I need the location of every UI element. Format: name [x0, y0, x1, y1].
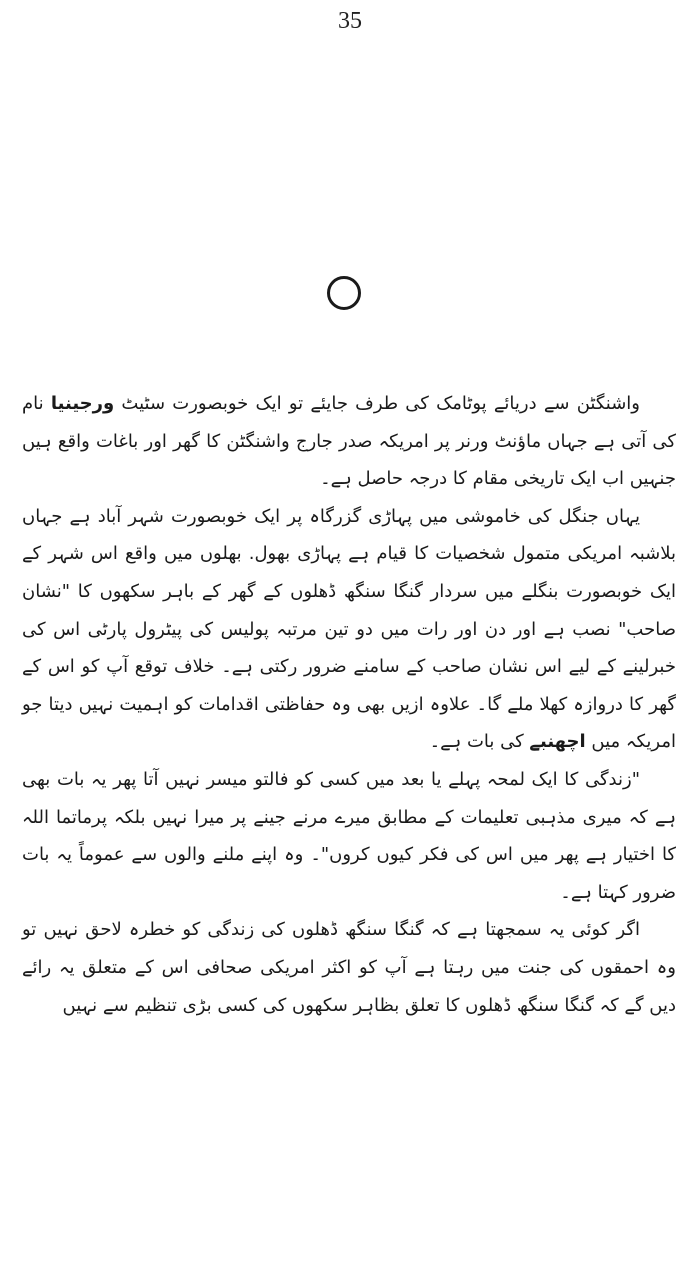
paragraph-text: یہاں جنگل کی خاموشی میں پہاڑی گزرگاہ پر ایک خوبصورت شہر آباد ہے جہاں بلاشبہ امریکی متمول شخصیات کا قیام ہے پہاڑی بھول. بھلوں میں واقع اس شہر کے ایک خوبصورت بنگلے میں سردار گنگا سنگھ ڈھلوں کے گھر کے باہر سکھوں کا "نشان صاحب" نصب ہے اور دن اور رات میں دو تین مرتبہ پولیس کی پیٹرول پارٹی اس کی خبرلینے کے لیے اس نشان صاحب کے سامنے ضرور رکتی ہے۔ خلاف توقع آپ کو اس کے گھر کا دروازہ کھلا ملے گا۔ علاوہ ازیں بھی وہ حفاظتی اقدامات کو اہمیت نہیں دیتا جو امریکہ میں	[22, 505, 676, 753]
paragraph	[22, 498, 676, 761]
paragraph-text: کی بات ہے۔	[429, 731, 530, 753]
page-number: 35	[338, 8, 362, 34]
section-break-circle-icon	[327, 276, 361, 310]
paragraph	[22, 911, 676, 1024]
paragraph	[22, 385, 676, 498]
paragraph-text: "زندگی کا ایک لمحہ پہلے یا بعد میں کسی کو فالتو میسر نہیں آتا پھر یہ بات بھی ہے کہ میری مذہبی تعلیمات کے مطابق میرے مرنے جینے پر میرا نہیں بلکہ پرماتما اللہ کا اختیار ہے پھر میں اس کی فکر کیوں کروں"۔ وہ اپنے ملنے والوں سے عموماً یہ بات ضرور کہتا ہے۔	[22, 768, 676, 903]
paragraph-text: واشنگٹن سے دریائے پوٹامک کی طرف جایئے تو ایک خوبصورت سٹیٹ	[114, 393, 640, 414]
article-body	[22, 385, 676, 1024]
bold-term-virginia: ورجینیا	[50, 393, 115, 414]
paragraph	[22, 761, 676, 911]
paragraph-text: نام کی آتی ہے جہاں ماؤنٹ ورنر پر امریکہ صدر جارج واشنگٹن کا گھر اور باغات واقع ہیں جنہیں اب ایک تاریخی مقام کا درجہ حاصل ہے۔	[22, 393, 676, 490]
bold-term: اچھنبے	[529, 731, 586, 753]
paragraph-text: اگر کوئی یہ سمجھتا ہے کہ گنگا سنگھ ڈھلوں کی زندگی کو خطرہ لاحق نہیں تو وہ احمقوں کی جنت میں رہتا ہے آپ کو اکثر امریکی صحافی اس کے متعلق یہ رائے دیں گے کہ گنگا سنگھ ڈھلوں کا تعلق بظاہر سکھوں کی کسی بڑی تنظیم سے نہیں	[22, 919, 676, 1016]
